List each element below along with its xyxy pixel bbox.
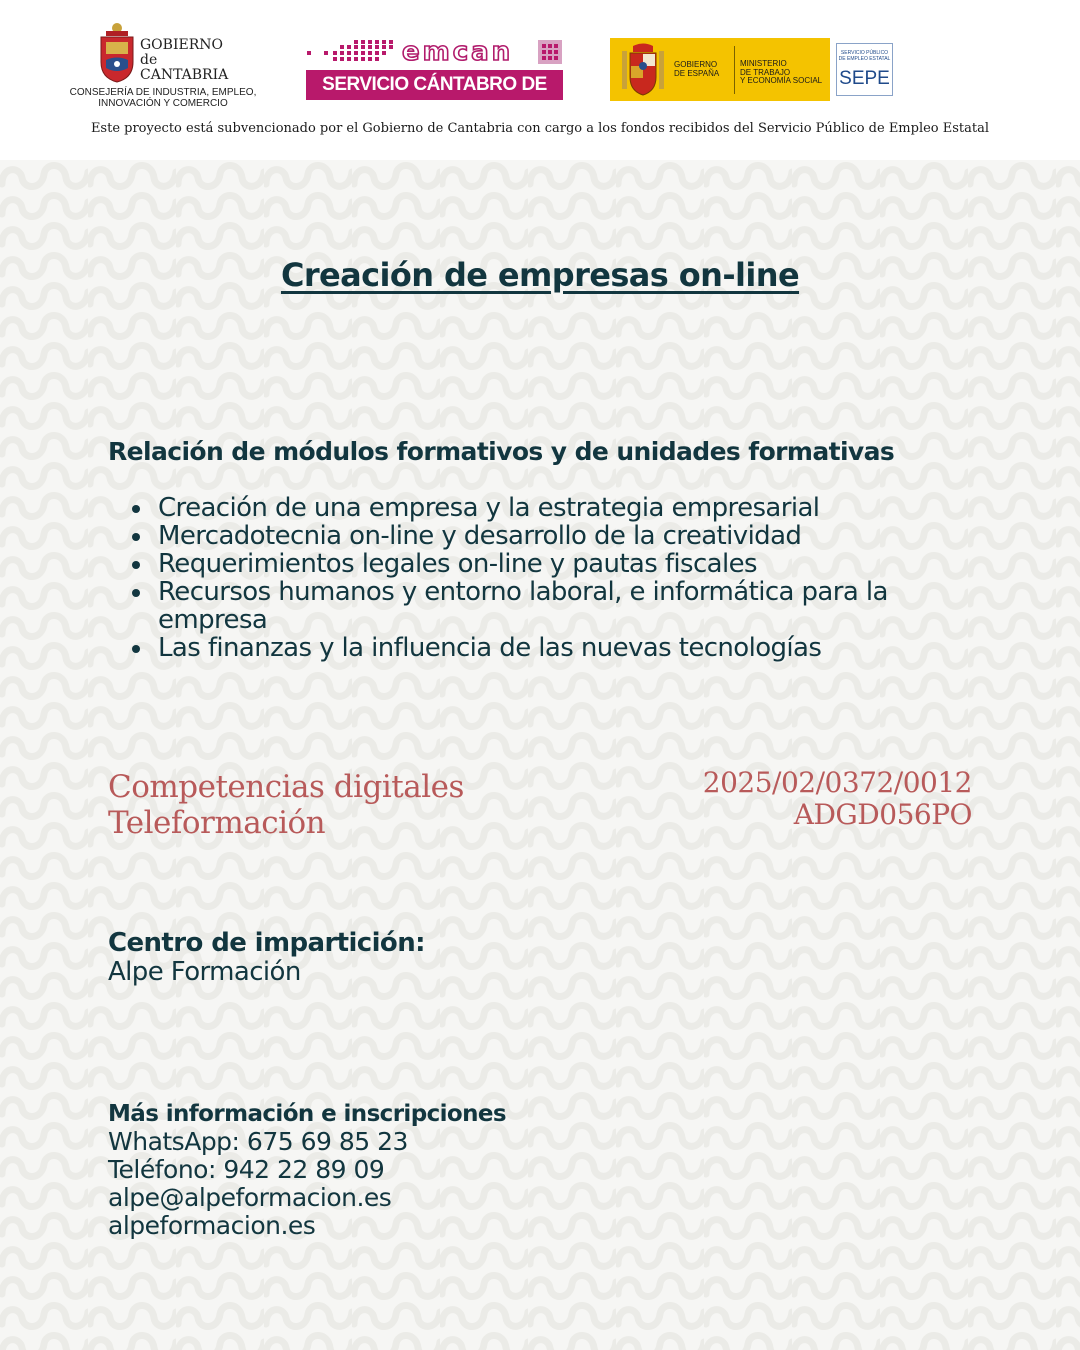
sepe-full-name-line: DE EMPLEO ESTATAL [838,56,891,62]
course-title: Creación de empresas on-line [280,256,800,294]
cantabria-department-line: CONSEJERÍA DE INDUSTRIA, EMPLEO, [69,87,257,98]
emcan-logo [306,37,563,125]
cantabria-name-line: GOBIERNO [140,37,223,53]
gobierno-cantabria-logo [68,20,258,112]
bullet-icon [132,533,140,541]
gobierno-divider [734,46,735,94]
ministerio-line: MINISTERIO [740,59,787,68]
website-link: alpeformacion.es [108,1211,316,1240]
gobierno-espana-line: DE ESPAÑA [674,69,720,78]
spain-coat-of-arms-icon [618,43,668,97]
course-category: Competencias digitales [108,769,464,805]
module-label: Mercadotecnia on-line y desarrollo de la creatividad [158,521,802,551]
module-item [130,494,950,522]
cantabria-department-line: INNOVACIÓN Y COMERCIO [98,98,228,109]
course-modality: Teleformación [108,805,326,841]
phone-number: Teléfono: 942 22 89 09 [108,1155,385,1184]
module-item [130,578,950,634]
whatsapp-number: WhatsApp: 675 69 85 23 [108,1127,408,1156]
module-label: Requerimientos legales on-line y pautas fiscales [158,549,757,579]
ministerio-line: Y ECONOMÍA SOCIAL [740,76,823,85]
bullet-icon [132,645,140,653]
header-bar [0,0,1080,160]
bullet-icon [132,561,140,569]
gobierno-espana-line: GOBIERNO [674,60,718,69]
module-item [130,522,950,550]
module-item [130,550,950,578]
module-label: Las finanzas y la influencia de las nuevas tecnologías [158,633,822,663]
bullet-icon [132,505,140,513]
subsidy-note: Este proyecto está subvencionado por el Gobierno de Cantabria con cargo a los fondos recibidos del Servicio Público de Empleo Estatal [90,121,990,136]
course-codes-block [703,767,972,831]
cantabria-name-line: CANTABRIA [140,67,229,83]
contact-heading: Más información e inscripciones [108,1101,506,1127]
file-code: 2025/02/0372/0012 [702,766,972,799]
modules-list [130,494,950,662]
course-code: ADGD056PO [793,798,972,831]
cantabria-shield-icon [98,22,136,84]
centro-heading: Centro de impartición: [108,928,425,958]
module-label: Creación de una empresa y la estrategia empresarial [158,493,820,523]
sepe-logo [836,43,893,96]
course-category-block [108,769,464,841]
bullet-icon [132,589,140,597]
ministerio-line: DE TRABAJO [740,67,791,77]
emcan-wordmark: emcan [402,37,514,67]
modules-heading: Relación de módulos formativos y de unidades formativas [108,437,895,466]
sepe-full-name-line: SERVICIO PÚBLICO [840,50,889,56]
emcan-banner: SERVICIO CÁNTABRO DE EMPLEO [306,70,563,100]
centro-name: Alpe Formación [108,957,301,987]
cantabria-name-line: de [140,52,158,68]
contact-block [108,1128,408,1240]
module-label: Recursos humanos y entorno laboral, e informática para la empresa [158,577,888,635]
email-address: alpe@alpeformacion.es [108,1183,392,1212]
module-item [130,634,950,662]
sepe-acronym: SEPE [839,68,890,89]
gobierno-espana-logo [610,38,830,101]
